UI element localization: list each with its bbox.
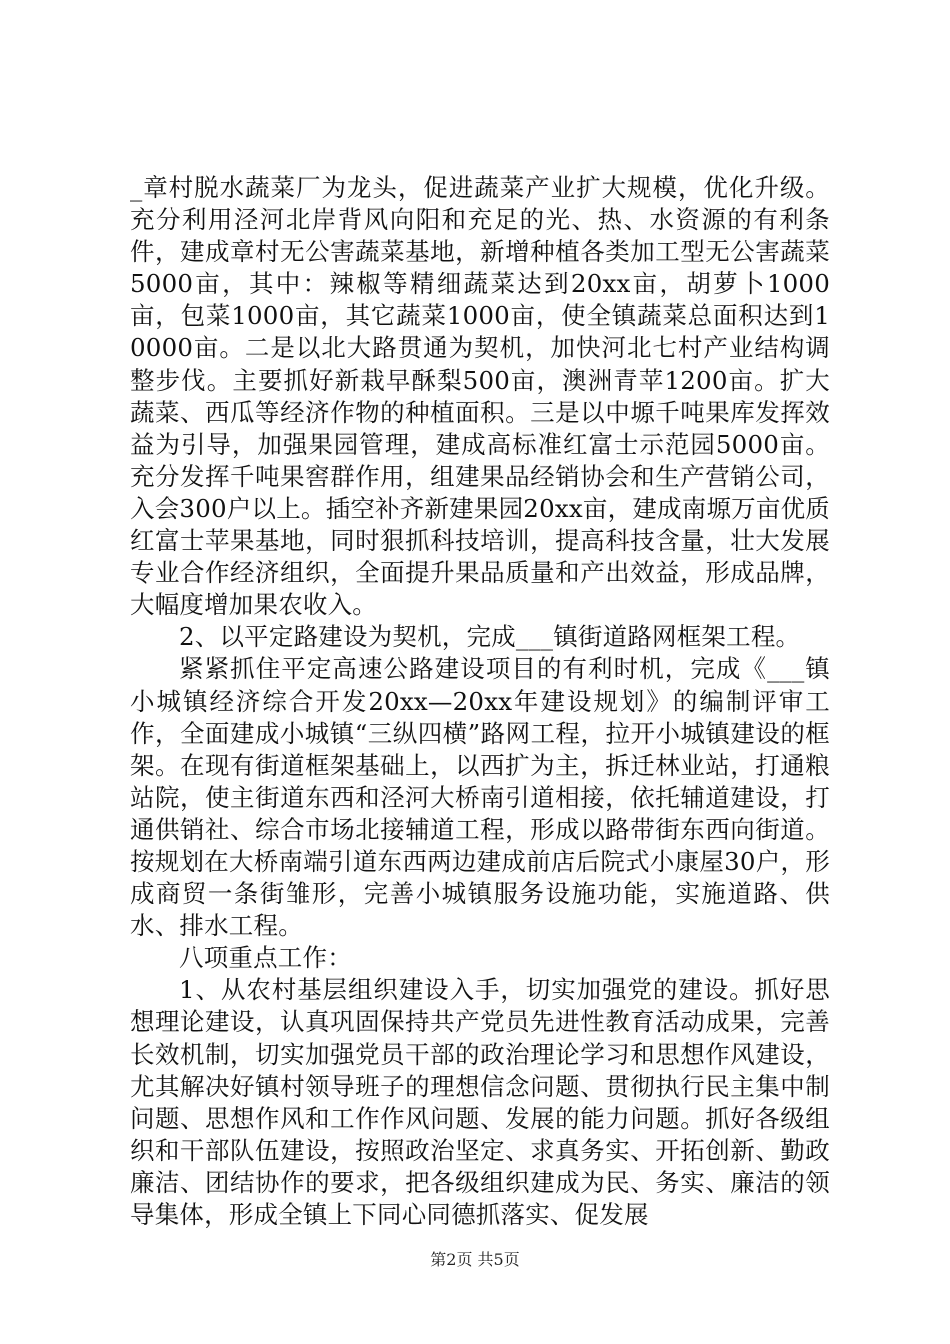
paragraph-4: 八项重点工作： [179, 943, 352, 973]
document-body [130, 172, 830, 1231]
paragraph-1: _章村脱水蔬菜厂为龙头，促进蔬菜产业扩大规模，优化升级。充分利用泾河北岸背风向阳和充足的光、热、水资源的有利条件，建成章村无公害蔬菜基地，新增种植各类加工型无公害蔬菜5000亩，其中：辣椒等精细蔬菜达到20xx亩，胡萝卜1000亩，包菜1000亩，其它蔬菜1000亩，使全镇蔬菜总面积达到10000亩。二是以北大路贯通为契机，加快河北七村产业结构调整步伐。主要抓好新栽早酥梨500亩，澳洲青苹1200亩。扩大蔬菜、西瓜等经济作物的种植面积。三是以中塬千吨果库发挥效益为引导，加强果园管理，建成高标准红富士示范园5000亩。充分发挥千吨果窖群作用，组建果品经销协会和生产营销公司，入会300户以上。插空补齐新建果园20xx亩，建成南塬万亩优质红富士苹果基地，同时狠抓科技培训，提高科技含量，壮大发展专业合作经济组织，全面提升果品质量和产出效益，形成品牌，大幅度增加果农收入。 [130, 173, 830, 620]
page-number-footer: 第2页 共5页 [430, 1250, 520, 1269]
paragraph-5: 1、从农村基层组织建设入手，切实加强党的建设。抓好思想理论建设，认真巩固保持共产党员先进性教育活动成果，完善长效机制，切实加强党员干部的政治理论学习和思想作风建设，尤其解决好镇村领导班子的理想信念问题、贯彻执行民主集中制问题、思想作风和工作作风问题、发展的能力问题。抓好各级组织和干部队伍建设，按照政治坚定、求真务实、开拓创新、勤政廉洁、团结协作的要求，把各级组织建成为民、务实、廉洁的领导集体，形成全镇上下同心同德抓落实、促发展 [130, 975, 830, 1229]
paragraph-3: 紧紧抓住平定高速公路建设项目的有利时机，完成《___镇小城镇经济综合开发20xx—20xx年建设规划》的编制评审工作，全面建成小城镇“三纵四横”路网工程，拉开小城镇建设的框架。在现有街道框架基础上，以西扩为主，拆迁林业站，打通粮站院，使主街道东西和泾河大桥南引道相接，依托辅道建设，打通供销社、综合市场北接辅道工程，形成以路带街东西向街道。按规划在大桥南端引道东西两边建成前店后院式小康屋30户，形成商贸一条街雏形，完善小城镇服务设施功能，实施道路、供水、排水工程。 [130, 654, 830, 941]
paragraph-2: 2、以平定路建设为契机，完成___镇街道路网框架工程。 [179, 622, 801, 652]
